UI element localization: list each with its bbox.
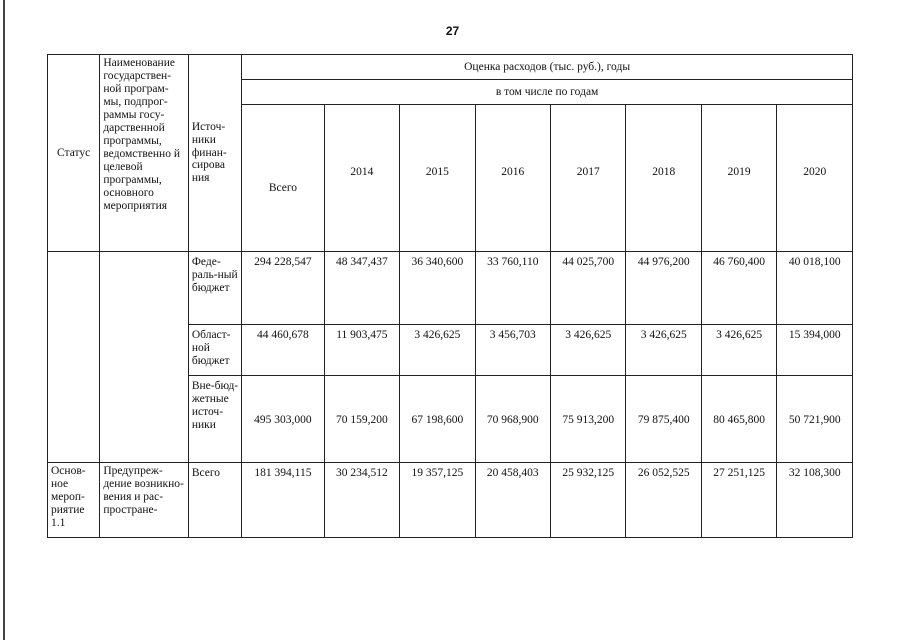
cell-source: Феде-раль-ный бюджет	[188, 252, 241, 325]
header-name: Наименование государствен-ной програм-мы, подпрог-раммы госу-дарственной программы, ведомственно й целевой программы, основного мероприятия	[100, 55, 189, 252]
header-including: в том числе по годам	[242, 80, 853, 105]
cell-value: 19 357,125	[400, 463, 475, 538]
cell-total: 294 228,547	[242, 252, 325, 325]
cell-value: 33 760,110	[475, 252, 550, 325]
cell-value: 44 025,700	[551, 252, 626, 325]
cell-name	[100, 252, 189, 463]
header-costs: Оценка расходов (тыс. руб.), годы	[242, 55, 853, 80]
cell-value: 3 456,703	[475, 325, 550, 376]
table-row	[48, 252, 853, 325]
cell-value: 79 875,400	[626, 376, 701, 463]
cell-value: 27 251,125	[701, 463, 776, 538]
cell-value: 75 913,200	[551, 376, 626, 463]
cell-value: 70 159,200	[324, 376, 399, 463]
cell-value: 3 426,625	[400, 325, 475, 376]
cell-value: 25 932,125	[551, 463, 626, 538]
cell-value: 26 052,525	[626, 463, 701, 538]
cell-value: 50 721,900	[777, 376, 853, 463]
header-year: 2018	[626, 105, 701, 252]
cell-value: 20 458,403	[475, 463, 550, 538]
cell-total: 495 303,000	[242, 376, 325, 463]
cell-value: 46 760,400	[701, 252, 776, 325]
cell-value: 70 968,900	[475, 376, 550, 463]
cell-value: 15 394,000	[777, 325, 853, 376]
page-number: 27	[445, 24, 460, 38]
cell-value: 30 234,512	[324, 463, 399, 538]
cell-value: 3 426,625	[701, 325, 776, 376]
cell-status	[48, 252, 100, 463]
cell-source: Вне-бюд-жетные источ-ники	[188, 376, 241, 463]
budget-table	[47, 54, 853, 538]
header-year: 2016	[475, 105, 550, 252]
cell-value: 32 108,300	[777, 463, 853, 538]
cell-total: 181 394,115	[242, 463, 325, 538]
table-row	[48, 463, 853, 538]
header-year: 2014	[324, 105, 399, 252]
scan-margin-line	[3, 0, 5, 640]
cell-status: Основ-ное мероп-риятие 1.1	[48, 463, 100, 538]
cell-value: 11 903,475	[324, 325, 399, 376]
header-year: 2019	[701, 105, 776, 252]
cell-source: Област-ной бюджет	[188, 325, 241, 376]
header-row-costs	[48, 55, 853, 80]
cell-value: 3 426,625	[551, 325, 626, 376]
cell-value: 44 976,200	[626, 252, 701, 325]
cell-value: 80 465,800	[701, 376, 776, 463]
header-status: Статус	[48, 55, 100, 252]
header-source: Источ-ники финан-сирова ния	[188, 55, 241, 252]
header-year: 2015	[400, 105, 475, 252]
cell-value: 36 340,600	[400, 252, 475, 325]
cell-name: Предупреж-дение возникно-вения и рас-простране-	[100, 463, 189, 538]
header-year: 2020	[777, 105, 853, 252]
cell-source: Всего	[188, 463, 241, 538]
header-total: Всего	[242, 105, 325, 252]
cell-value: 3 426,625	[626, 325, 701, 376]
cell-value: 67 198,600	[400, 376, 475, 463]
cell-total: 44 460,678	[242, 325, 325, 376]
cell-value: 48 347,437	[324, 252, 399, 325]
header-year: 2017	[551, 105, 626, 252]
cell-value: 40 018,100	[777, 252, 853, 325]
